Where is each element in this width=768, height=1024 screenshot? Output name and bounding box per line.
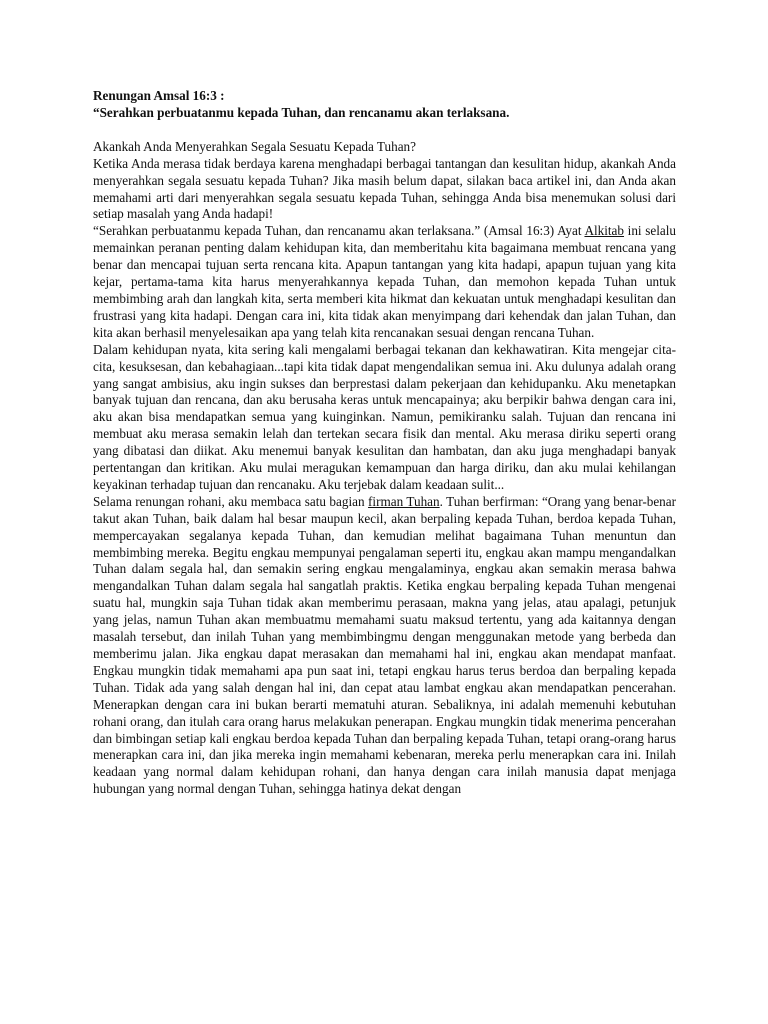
spacer [93, 122, 676, 139]
alkitab-link[interactable]: Alkitab [584, 223, 625, 239]
featured-verse: “Serahkan perbuatanmu kepada Tuhan, dan rencanamu akan terlaksana. [93, 104, 510, 120]
paragraph-text: Selama renungan rohani, aku membaca satu bagian [93, 493, 369, 509]
document-page [93, 88, 676, 798]
paragraph-devotion [93, 494, 676, 798]
paragraph-text: . Tuhan berfirman: “Orang yang benar-benar takut akan Tuhan, baik dalam hal besar maupun kecil, akan berpaling kepada Tuhan, berdoa kepada Tuhan, mempercayakan segalanya kepada Tuhan, dan kemudian melihat bagaimana Tuhan menuntun dan membimbing mereka. Begitu engkau mempunyai pengalaman seperti itu, engkau akan mampu mengandalkan Tuhan dalam segala hal, dan semakin sering engkau mengalaminya, engkau akan semakin merasa bahwa mengandalkan Tuhan dalam segala hal sangatlah praktis. Ketika engkau berpaling kepada Tuhan mengenai suatu hal, mungkin saja Tuhan tidak akan memberimu perasaan, makna yang jelas, atau apalagi, petunjuk yang jelas, namun Tuhan akan membuatmu memahami suatu maksud tertentu, yang ada kaitannya dengan masalah tersebut, dan inilah Tuhan yang membimbingmu dengan menggunakan metode yang berbeda dan memberimu jalan. Jika engkau dapat merasakan dan memahami hal ini, engkau akan mendapat manfaat. Engkau mungkin tidak memahami apa pun saat ini, tetapi engkau harus terus berdoa dan berpaling kepada Tuhan. Tidak ada yang salah dengan hal ini, dan cepat atau lambat engkau akan mendapatkan pencerahan. Menerapkan dengan cara ini bukan berarti mematuhi aturan. Sebaliknya, ini adalah memenuhi kebutuhan rohani orang, dan itulah cara orang harus melakukan penerapan. Engkau mungkin tidak menerima pencerahan dan bimbingan setiap kali engkau berdoa kepada Tuhan dan berpaling kepada Tuhan, tetapi orang-orang harus menerapkan cara ini, dan jika mereka ingin memahami kebenaran, mereka perlu menerapkan cara ini. Inilah keadaan yang normal dalam kehidupan rohani, dan hanya dengan cara inilah manusia dapat menjaga hubungan yang normal dengan Tuhan, sehingga hatinya dekat dengan [93, 493, 677, 797]
document-title: Renungan Amsal 16:3 : [93, 88, 225, 103]
paragraph-text: ini selalu memainkan peranan penting dalam kehidupan kita, dan memberitahu kita bagaimana membuat rencana yang benar dan mencapai tujuan serta rencana kita. Apapun tantangan yang kita hadapi, apapun tujuan yang kita kejar, pertama-tama kita harus menyerahkannya kepada Tuhan, dan memohon kepada Tuhan untuk membimbing arah dan langkah kita, serta memberi kita hikmat dan kekuatan untuk menghadapi kesulitan dan frustrasi yang kita hadapi. Dengan cara ini, kita tidak akan menyimpang dari kehendak dan jalan Tuhan, dan kita akan berhasil menyelesaikan apa yang telah kita rencanakan sesuai dengan rencana Tuhan. [93, 223, 676, 340]
paragraph-text: “Serahkan perbuatanmu kepada Tuhan, dan rencanamu akan terlaksana.” (Amsal 16:3) Ayat [93, 223, 585, 239]
firman-tuhan-link[interactable]: firman Tuhan [368, 493, 440, 509]
section-subheading: Akankah Anda Menyerahkan Segala Sesuatu Kepada Tuhan? [93, 138, 417, 154]
paragraph-verse-explanation [93, 223, 676, 341]
paragraph-personal-story: Dalam kehidupan nyata, kita sering kali mengalami berbagai tekanan dan kekhawatiran. Kita mengejar cita-cita, kesuksesan, dan kebahagiaan...tapi kita tidak dapat mengendalikan semua ini. Aku dulunya adalah orang yang sangat ambisius, aku ingin sukses dan berprestasi dalam pekerjaan dan kehidupanku. Aku menetapkan banyak tujuan dan rencana, dan aku berusaha keras untuk mencapainya; aku berpikir bahwa dengan cara ini, aku akan bisa mendapatkan semua yang kuinginkan. Namun, pemikiranku salah. Tujuan dan rencana ini membuat aku merasa semakin lelah dan tertekan secara fisik dan mental. Aku merasa diriku seperti orang yang dibatasi dan diikat. Aku menemui banyak kesulitan dan hambatan, dan aku juga menghadapi banyak pertentangan dan kritikan. Aku mulai meragukan kemampuan dan harga diriku, dan aku mulai kehilangan keyakinan terhadap tujuan dan rencanaku. Aku terjebak dalam keadaan sulit... [93, 341, 676, 492]
paragraph-intro: Ketika Anda merasa tidak berdaya karena menghadapi berbagai tantangan dan kesulitan hidup, akankah Anda menyerahkan segala sesuatu kepada Tuhan? Jika masih belum dapat, silakan baca artikel ini, dan Anda akan memahami arti dari menyerahkan segala sesuatu kepada Tuhan, sehingga Anda bisa menemukan solusi dari setiap masalah yang Anda hadapi! [93, 155, 676, 222]
